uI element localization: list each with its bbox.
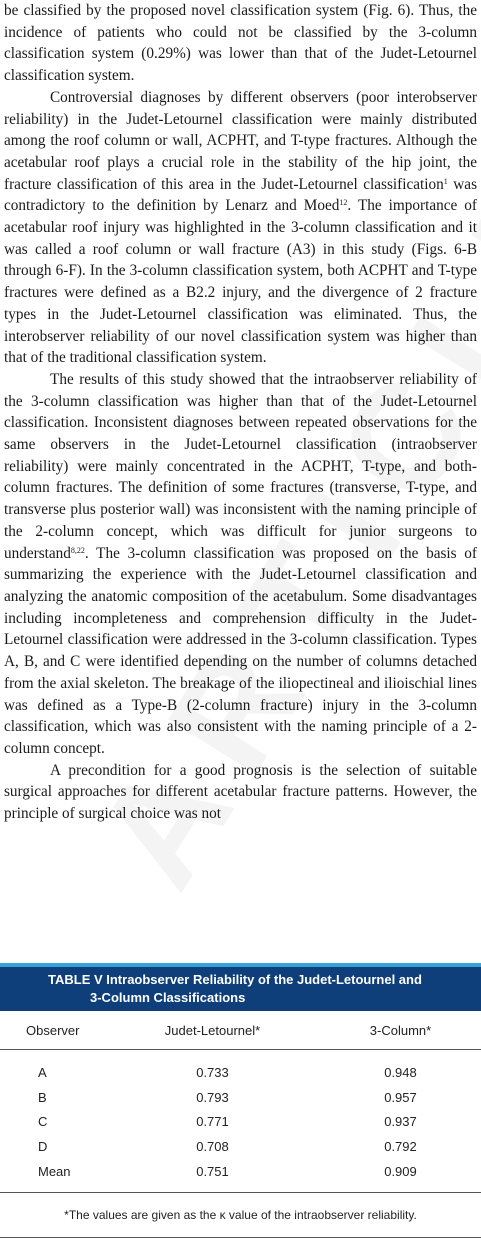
judet-letournel-cell: 0.751: [196, 1164, 229, 1180]
judet-letournel-cell: 0.771: [196, 1114, 229, 1130]
paragraph-2-part-c: . The importance of acetabular roof injury was highlighted in the 3-column classification and it was called a roof column or wall fracture (A3) in this study (Figs. 6-B through 6-F). In the 3-column classification system, both ACPHT and T-type fractures were defined as a B2.2 injury, and the divergence of 2 fracture types in the Judet-Letournel classification was eliminated. Thus, the interobserver reliability of our novel classification system was higher than that of the traditional classification system.: [4, 197, 477, 367]
table-row: [0, 1110, 481, 1135]
table-row: [0, 1134, 481, 1159]
paragraph-3-part-b: . The 3-column classification was proposed on the basis of summarizing the experience with the Judet-Letournel classification and analyzing the anatomic composition of the acetabulum. Some disadvantages including incompleteness and comprehension difficulty in the Judet-Letournel classification were addressed in the 3-column classification. Types A, B, and C were identified depending on the number of columns detached from the axial skeleton. The breakage of the iliopectineal and ilioischial lines was defined as a Type-B (2-column fracture) injury in the 3-column classification, which was also consistent with the naming principle of a 2-column concept.: [4, 544, 477, 757]
article-body: [4, 0, 477, 825]
column-header-3-column: 3-Column*: [369, 1022, 432, 1038]
paragraph-2-part-a: Controversial diagnoses by different observers (poor interobserver reliability) in the Judet-Letournel classification were mainly distributed among the roof column or wall, ACPHT, and T-type fractures. Although the acetabular roof plays a crucial role in the stability of the hip joint, the fracture classification of this area in the Judet-Letournel classification: [4, 88, 477, 193]
reliability-table: [0, 963, 481, 1238]
three-column-cell: 0.909: [384, 1164, 417, 1180]
column-header-judet-letournel: Judet-Letournel*: [164, 1022, 261, 1038]
observer-cell: B: [38, 1089, 47, 1105]
judet-letournel-cell: 0.708: [196, 1139, 229, 1155]
table-caption-line-1: TABLE V Intraobserver Reliability of the Judet-Letournel and: [48, 972, 422, 987]
three-column-cell: 0.792: [384, 1139, 417, 1155]
citation-superscript: 12: [339, 198, 348, 208]
table-footnote: *The values are given as the κ value of the intraobserver reliability.: [0, 1192, 481, 1238]
judet-letournel-cell: 0.793: [196, 1089, 229, 1105]
table-row-mean: [0, 1159, 481, 1184]
citation-superscript: 1: [443, 176, 448, 186]
three-column-cell: 0.957: [384, 1089, 417, 1105]
observer-cell: C: [38, 1114, 48, 1130]
table-column-headers: [0, 1011, 481, 1050]
observer-cell: D: [38, 1139, 48, 1155]
table-row: [0, 1060, 481, 1085]
observer-cell: Mean: [38, 1164, 71, 1180]
paragraph-2: [4, 87, 477, 369]
three-column-cell: 0.948: [384, 1064, 417, 1080]
paragraph-2-part-b: was contradictory to the definition by Lenarz and Moed: [4, 175, 477, 215]
table-caption: [0, 963, 481, 1011]
paragraph-3-part-a: The results of this study showed that the intraobserver reliability of the 3-column classification was higher than that of the Judet-Letournel classification. Inconsistent diagnoses between repeated observations for the same observers in the Judet-Letournel classification (intraobserver reliability) were mainly concentrated in the ACPHT, T-type, and both-column fractures. The definition of some fractures (transverse, T-type, and transverse plus posterior wall) was inconsistent with the naming principle of the 2-column concept, which was difficult for junior surgeons to understand: [4, 370, 477, 562]
paragraph-1: be classified by the proposed novel classification system (Fig. 6). Thus, the incidence of patients who could not be classified by the 3-column classification system (0.29%) was lower than that of the Judet-Letournel classification system.: [4, 2, 477, 85]
citation-superscript: 8,22: [70, 545, 85, 555]
judet-letournel-cell: 0.733: [196, 1064, 229, 1080]
table-body: [0, 1050, 481, 1184]
paragraph-3: [4, 369, 477, 760]
column-header-observer: Observer: [26, 1022, 80, 1038]
three-column-cell: 0.937: [384, 1114, 417, 1130]
observer-cell: A: [38, 1064, 47, 1080]
table-row: [0, 1085, 481, 1110]
paragraph-4: A precondition for a good prognosis is the selection of suitable surgical approaches for different acetabular fracture patterns. However, the principle of surgical choice was not: [4, 761, 477, 823]
table-caption-line-2: 3-Column Classifications: [90, 990, 246, 1005]
